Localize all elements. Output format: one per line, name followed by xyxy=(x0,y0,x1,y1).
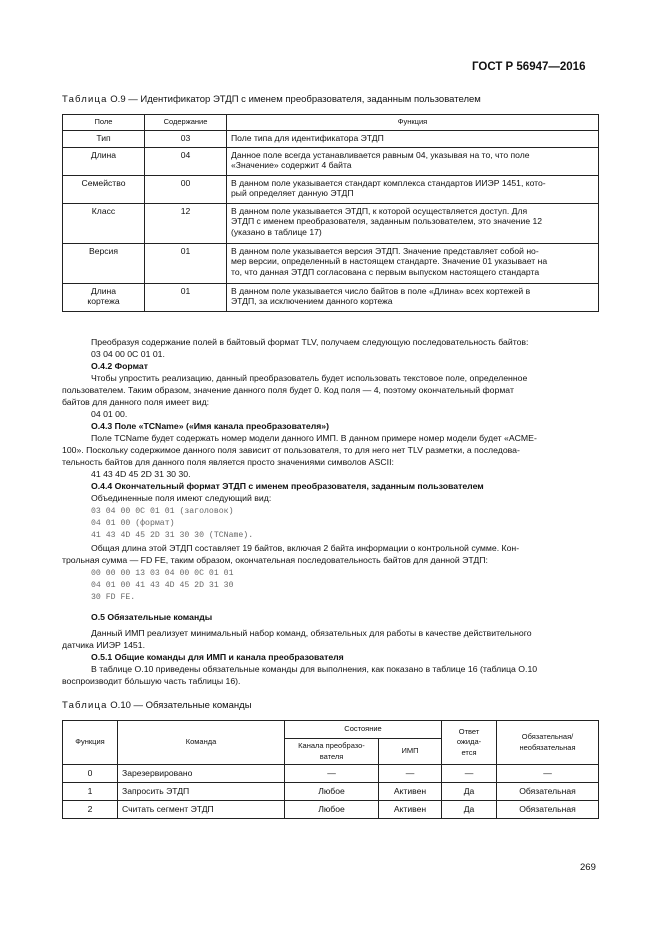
table-10-header-mandatory xyxy=(497,721,599,765)
paragraph-line: 100». Поскольку содержимое данного поля зависит от пользователя, то для него нет TLV разметки, а последова- xyxy=(62,445,520,455)
paragraph-line: воспроизводит бóльшую часть таблицы 16). xyxy=(62,676,241,686)
table-10-header-imp: ИМП xyxy=(379,739,442,765)
paragraph-line: датчика ИИЭР 1451. xyxy=(62,640,145,650)
table-cell-content: 12 xyxy=(145,203,227,243)
table-row xyxy=(63,130,599,147)
table-cell-reply: — xyxy=(442,765,497,783)
function-line: В данном поле указывается версия ЭТДП. Значение представляет собой но- xyxy=(231,245,539,256)
standard-number: ГОСТ Р 56947—2016 xyxy=(472,61,586,73)
table-cell-function xyxy=(227,175,599,203)
table-row xyxy=(63,765,599,783)
table-cell-function xyxy=(227,130,599,147)
table-row xyxy=(63,147,599,175)
header-line: необязательная xyxy=(519,742,576,752)
table-cell-field: Семейство xyxy=(63,175,145,203)
table-row xyxy=(63,801,599,819)
table-cell-reply: Да xyxy=(442,801,497,819)
section-heading: О.4.4 Окончательный формат ЭТДП с именем преобразователя, заданным пользователем xyxy=(91,481,484,491)
function-line: В данном поле указывается число байтов в поле «Длина» всех кортежей в xyxy=(231,285,531,296)
paragraph-line: Преобразуя содержание полей в байтовый формат TLV, получаем следующую последовательность байтов: xyxy=(91,337,529,347)
table-cell-command: Запросить ЭТДП xyxy=(118,783,285,801)
table-cell-function: 2 xyxy=(63,801,118,819)
table-9-header-row xyxy=(63,115,599,131)
table-9-header-field: Поле xyxy=(63,115,145,131)
paragraph-line: трольная сумма — FD FE, таким образом, окончательная последовательность байтов для данной ЭТДП: xyxy=(62,555,488,565)
function-line: ЭТДП, за исключением данного кортежа xyxy=(231,296,393,306)
table-cell-command: Зарезервировано xyxy=(118,765,285,783)
code-line: 03 04 00 0C 01 01 (заголовок) xyxy=(91,507,234,516)
table-cell-reply: Да xyxy=(442,783,497,801)
code-line: 00 00 00 13 03 04 00 0C 01 01 xyxy=(91,569,234,578)
function-line: ЭТДП с именем преобразователя, заданным пользователем, это значение 12 xyxy=(231,216,543,226)
table-cell-field: Длина xyxy=(63,147,145,175)
table-9 xyxy=(62,114,599,312)
code-line: 41 43 4D 45 2D 31 30 30 (TCName). xyxy=(91,531,254,540)
table-10-header-channel xyxy=(285,739,379,765)
paragraph-line: 03 04 00 0C 01 01. xyxy=(91,349,165,359)
table-cell-function xyxy=(227,283,599,311)
section-heading: О.4.3 Поле «TCName» («Имя канала преобразователя») xyxy=(91,421,330,431)
table-9-caption-text: О.9 — Идентификатор ЭТДП с именем преобразователя, заданным пользователем xyxy=(107,94,481,105)
table-cell-imp: Активен xyxy=(379,801,442,819)
table-cell-field xyxy=(63,283,145,311)
header-line: Обязательная/ xyxy=(521,732,574,741)
table-cell-mandatory: Обязательная xyxy=(497,801,599,819)
table-cell-field: Класс xyxy=(63,203,145,243)
table-cell-channel: Любое xyxy=(285,801,379,819)
paragraph-line: Общая длина этой ЭТДП составляет 19 байтов, включая 2 байта информации о контрольной сумме. Кон- xyxy=(91,543,520,553)
table-cell-content: 03 xyxy=(145,130,227,147)
code-line: 04 01 00 (формат) xyxy=(91,519,175,528)
function-line: «Значение» содержит 4 байта xyxy=(231,160,352,170)
function-line: (указано в таблице 17) xyxy=(231,226,322,237)
table-row xyxy=(63,243,599,283)
paragraph-line: байтов для данного поля имеет вид: xyxy=(62,397,210,407)
table-cell-function xyxy=(227,243,599,283)
table-cell-content: 04 xyxy=(145,147,227,175)
table-cell-imp: Активен xyxy=(379,783,442,801)
table-10-caption xyxy=(62,700,252,711)
table-cell-mandatory: Обязательная xyxy=(497,783,599,801)
table-10-caption-prefix: Таблица xyxy=(62,700,108,711)
table-row xyxy=(63,203,599,243)
paragraph-line: Чтобы упростить реализацию, данный преобразователь будет использовать текстовое поле, определенное xyxy=(91,373,528,383)
table-9-caption xyxy=(62,94,481,105)
header-line: ожида- xyxy=(456,737,482,747)
paragraph-line: В таблице О.10 приведены обязательные команды для выполнения, как показано в таблице 16 (таблица О.10 xyxy=(91,664,538,674)
table-cell-content: 01 xyxy=(145,283,227,311)
table-cell-field: Тип xyxy=(63,130,145,147)
section-heading: О.5 Обязательные команды xyxy=(91,612,213,622)
function-line: то, что данная ЭТДП согласована с первым выпуском настоящего стандарта xyxy=(231,266,540,277)
table-9-caption-prefix: Таблица xyxy=(62,94,108,105)
function-line: В данном поле указывается стандарт комплекса стандартов ИИЭР 1451, кото- xyxy=(231,177,546,188)
paragraph-line: Объединенные поля имеют следующий вид: xyxy=(91,493,272,503)
section-heading: О.5.1 Общие команды для ИМП и канала преобразователя xyxy=(91,652,344,662)
table-cell-channel: — xyxy=(285,765,379,783)
table-row xyxy=(63,283,599,311)
field-line: кортежа xyxy=(87,296,120,306)
table-9-header-content: Содержание xyxy=(145,115,227,131)
code-line: 30 FD FE. xyxy=(91,593,136,602)
table-10-header-command: Команда xyxy=(118,721,285,765)
table-cell-function xyxy=(227,147,599,175)
table-10-header-function: Функция xyxy=(63,721,118,765)
table-10-header-row xyxy=(63,721,599,739)
table-row xyxy=(63,175,599,203)
header-line: ется xyxy=(461,747,477,757)
function-line: В данном поле указывается ЭТДП, к которой осуществляется доступ. Для xyxy=(231,205,528,216)
code-line: 04 01 00 41 43 4D 45 2D 31 30 xyxy=(91,581,234,590)
table-cell-field: Версия xyxy=(63,243,145,283)
table-cell-function xyxy=(227,203,599,243)
table-10 xyxy=(62,720,599,819)
paragraph-line: пользователем. Таким образом, значение данного поля будет 0. Код поля — 4, поэтому окончательный формат xyxy=(62,385,514,395)
table-cell-channel: Любое xyxy=(285,783,379,801)
paragraph-line: тельность байтов для данного поля является просто значениями символов ASCII: xyxy=(62,457,394,467)
function-line: мер версии, определенный в настоящем стандарте. Значение 01 указывает на xyxy=(231,256,548,266)
table-cell-mandatory: — xyxy=(497,765,599,783)
header-line: вателя xyxy=(319,751,344,761)
function-line: рый определяет данную ЭТДП xyxy=(231,188,354,198)
paragraph-line: Данный ИМП реализует минимальный набор команд, обязательных для работы в качестве действительного xyxy=(91,628,532,638)
table-9-header-function: Функция xyxy=(227,115,599,131)
header-line: Канала преобразо- xyxy=(298,741,365,750)
table-cell-imp: — xyxy=(379,765,442,783)
table-cell-content: 01 xyxy=(145,243,227,283)
paragraph-line: Поле TCName будет содержать номер модели данного ИМП. В данном примере номер модели будет «ACME- xyxy=(91,433,537,443)
table-10-header-reply xyxy=(442,721,497,765)
paragraph-line: 04 01 00. xyxy=(91,409,128,419)
table-row xyxy=(63,783,599,801)
table-10-caption-text: О.10 — Обязательные команды xyxy=(107,700,252,711)
section-heading: О.4.2 Формат xyxy=(91,361,148,371)
page-number: 269 xyxy=(580,862,596,873)
table-cell-function: 0 xyxy=(63,765,118,783)
field-line: Длина xyxy=(90,285,117,296)
header-line: Ответ xyxy=(458,726,480,736)
function-line: Поле типа для идентификатора ЭТДП xyxy=(231,132,384,143)
table-cell-command: Считать сегмент ЭТДП xyxy=(118,801,285,819)
function-line: Данное поле всегда устанавливается равным 04, указывая на то, что поле xyxy=(231,149,530,160)
paragraph-line: 41 43 4D 45 2D 31 30 30. xyxy=(91,469,191,479)
table-cell-content: 00 xyxy=(145,175,227,203)
table-10-header-state: Состояние xyxy=(285,721,442,739)
table-cell-function: 1 xyxy=(63,783,118,801)
